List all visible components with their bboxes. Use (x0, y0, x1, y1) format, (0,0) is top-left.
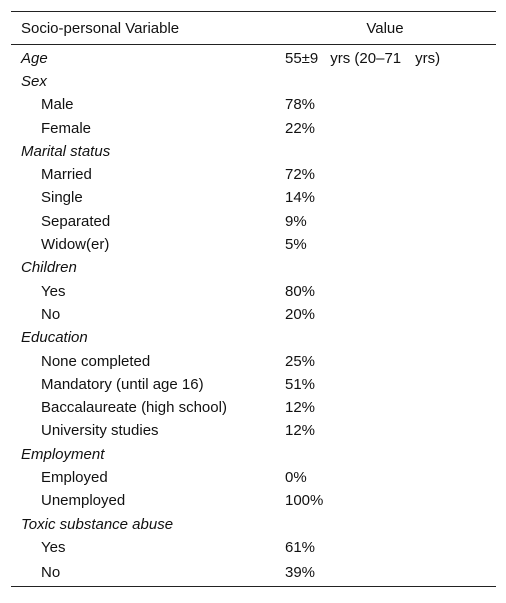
socio-personal-table (11, 11, 496, 587)
item-label: Widow(er) (41, 236, 110, 254)
row-value: 61% (285, 538, 316, 556)
item-label: None completed (41, 352, 151, 370)
item-label: No (41, 305, 61, 323)
table-row (11, 280, 496, 303)
row-value: 22% (285, 119, 316, 137)
item-label: Yes (41, 538, 66, 556)
row-value: 0% (285, 468, 307, 486)
row-value: 25% (285, 352, 316, 370)
item-label: Mandatory (until age 16) (41, 375, 204, 393)
table-row (11, 210, 496, 233)
header-row (11, 12, 496, 45)
row-value: 20% (285, 305, 316, 323)
category-label: Employment (21, 445, 105, 463)
table-row (11, 536, 496, 559)
row-value: 78% (285, 96, 316, 114)
table-row-category (11, 140, 496, 163)
table-row (11, 466, 496, 489)
item-label: Male (41, 96, 74, 114)
table-row-category (11, 513, 496, 536)
table-row-category (11, 327, 496, 350)
row-value: 51% (285, 375, 316, 393)
age-range-end: yrs) (415, 49, 441, 67)
category-label: Sex (21, 72, 47, 90)
row-value (274, 327, 496, 350)
age-value (274, 45, 496, 71)
row-value: 100% (285, 492, 324, 510)
socio-personal-table-container (11, 11, 496, 587)
category-label: Children (21, 259, 77, 277)
row-value: 5% (285, 236, 307, 254)
row-value (274, 513, 496, 536)
row-value: 9% (285, 212, 307, 230)
table-row-category (11, 443, 496, 466)
item-label: Yes (41, 282, 66, 300)
table-row (11, 373, 496, 396)
row-value (274, 70, 496, 93)
row-value: 14% (285, 189, 316, 207)
row-value (274, 257, 496, 280)
category-label: Marital status (21, 142, 111, 160)
table-row-age (11, 45, 496, 71)
row-value: 39% (274, 560, 496, 587)
table-row (11, 117, 496, 140)
item-label: University studies (41, 422, 159, 440)
table-row (11, 560, 496, 587)
table-body (11, 45, 496, 587)
table-row (11, 303, 496, 326)
table-row (11, 163, 496, 186)
item-label: Baccalaureate (high school) (41, 399, 227, 417)
age-mean: 55±9 (285, 49, 319, 67)
row-value: 12% (285, 399, 316, 417)
row-value (274, 443, 496, 466)
row-value: 80% (285, 282, 316, 300)
table-row (11, 94, 496, 117)
table-row (11, 420, 496, 443)
age-range: yrs (20–71 (330, 49, 402, 67)
table-row (11, 490, 496, 513)
item-label: Employed (41, 468, 108, 486)
table-header (11, 12, 496, 45)
category-label: Toxic substance abuse (21, 515, 174, 533)
item-label: Female (41, 119, 92, 137)
item-label: Married (41, 166, 92, 184)
category-label: Education (21, 329, 88, 347)
table-row (11, 187, 496, 210)
header-variable: Socio-personal Variable (11, 12, 274, 45)
row-value: 72% (285, 166, 316, 184)
item-label: Single (41, 189, 83, 207)
table-row-category (11, 257, 496, 280)
row-value (274, 140, 496, 163)
item-label: Unemployed (41, 492, 126, 510)
table-row (11, 233, 496, 256)
table-row-category (11, 70, 496, 93)
item-label: No (11, 560, 274, 587)
header-value: Value (274, 12, 496, 45)
item-label: Separated (41, 212, 111, 230)
table-row (11, 350, 496, 373)
table-row (11, 396, 496, 419)
row-value: 12% (285, 422, 316, 440)
category-label-age: Age (21, 49, 48, 67)
